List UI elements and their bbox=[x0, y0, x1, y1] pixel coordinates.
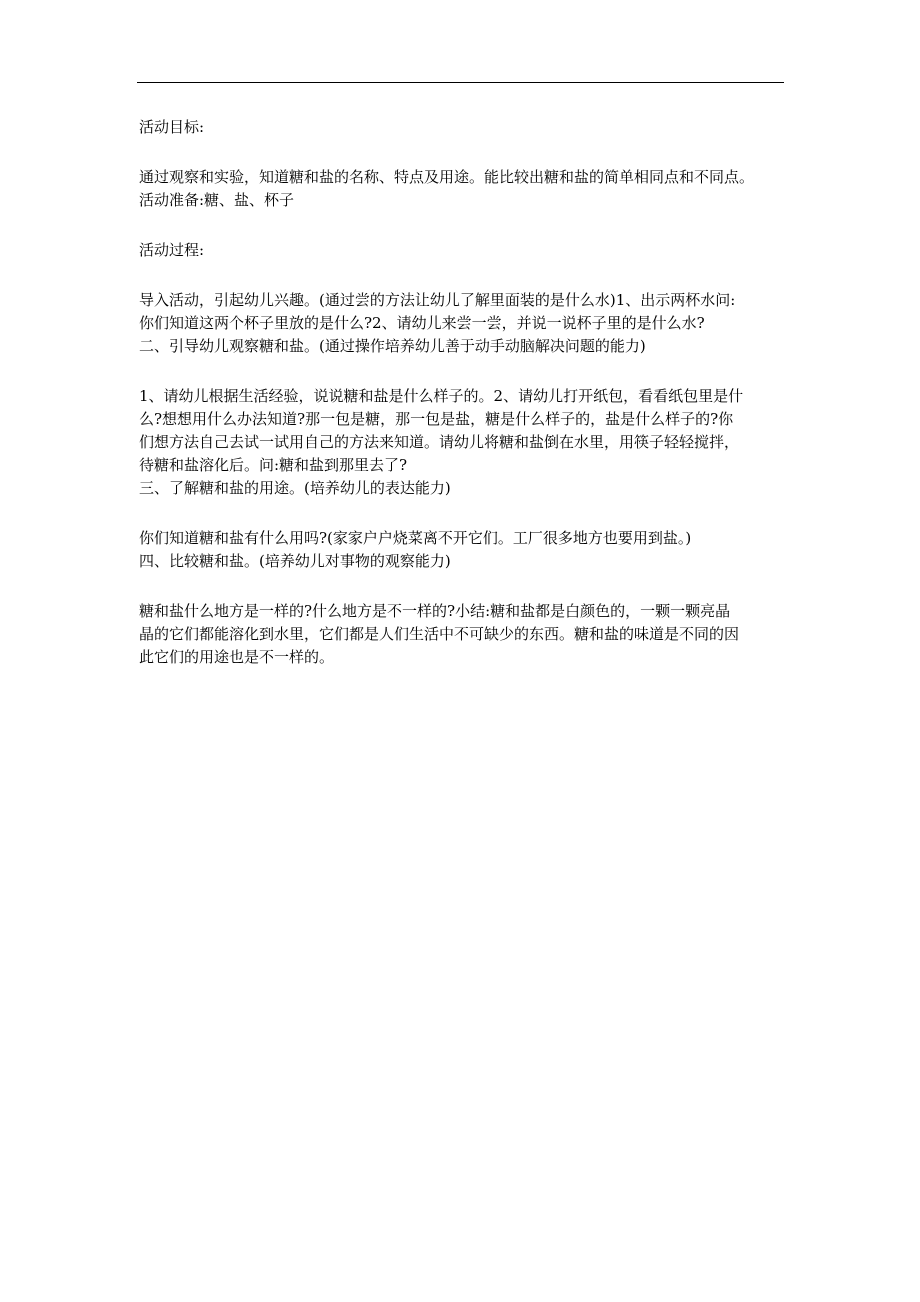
paragraph-uses bbox=[139, 527, 789, 573]
text-line: 糖和盐什么地方是一样的?什么地方是不一样的?小结:糖和盐都是白颜色的，一颗一颗亮晶 bbox=[139, 602, 731, 620]
text-line: 三、了解糖和盐的用途。(培养幼儿的表达能力) bbox=[139, 479, 451, 497]
paragraph-compare bbox=[139, 600, 789, 669]
text-line: 晶的它们都能溶化到水里，它们都是人们生活中不可缺少的东西。糖和盐的味道是不同的因 bbox=[139, 625, 740, 643]
text-line: 待糖和盐溶化后。问:糖和盐到那里去了? bbox=[139, 456, 408, 474]
text-line: 四、比较糖和盐。(培养幼儿对事物的观察能力) bbox=[139, 552, 451, 570]
text-line: 活动目标: bbox=[139, 118, 205, 136]
paragraph-goal-heading bbox=[139, 116, 789, 139]
text-line: 活动准备:糖、盐、杯子 bbox=[139, 191, 295, 209]
text-line: 么?想想用什么办法知道?那一包是糖，那一包是盐，糖是什么样子的，盐是什么样子的?你 bbox=[139, 410, 734, 428]
paragraph-intro bbox=[139, 289, 789, 358]
text-line: 你们知道这两个杯子里放的是什么?2、请幼儿来尝一尝，并说一说杯子里的是什么水? bbox=[139, 314, 705, 332]
text-line: 你们知道糖和盐有什么用吗?(家家户户烧菜离不开它们。工厂很多地方也要用到盐。) bbox=[139, 529, 692, 547]
text-line: 活动过程: bbox=[139, 241, 205, 259]
text-line: 通过观察和实验，知道糖和盐的名称、特点及用途。能比较出糖和盐的简单相同点和不同点。 bbox=[139, 168, 755, 186]
text-line: 导入活动，引起幼儿兴趣。(通过尝的方法让幼儿了解里面装的是什么水)1、出示两杯水问: bbox=[139, 291, 736, 309]
paragraph-process-heading bbox=[139, 239, 789, 262]
text-line: 此它们的用途也是不一样的。 bbox=[139, 648, 335, 666]
document-body bbox=[139, 116, 789, 669]
header-rule bbox=[137, 82, 784, 83]
text-line: 1、请幼儿根据生活经验，说说糖和盐是什么样子的。2、请幼儿打开纸包，看看纸包里是什 bbox=[139, 387, 744, 405]
text-line: 们想方法自己去试一试用自己的方法来知道。请幼儿将糖和盐倒在水里，用筷子轻轻搅拌， bbox=[139, 433, 740, 451]
text-line: 二、引导幼儿观察糖和盐。(通过操作培养幼儿善于动手动脑解决问题的能力) bbox=[139, 337, 646, 355]
paragraph-goal bbox=[139, 166, 789, 212]
paragraph-observe bbox=[139, 385, 789, 500]
